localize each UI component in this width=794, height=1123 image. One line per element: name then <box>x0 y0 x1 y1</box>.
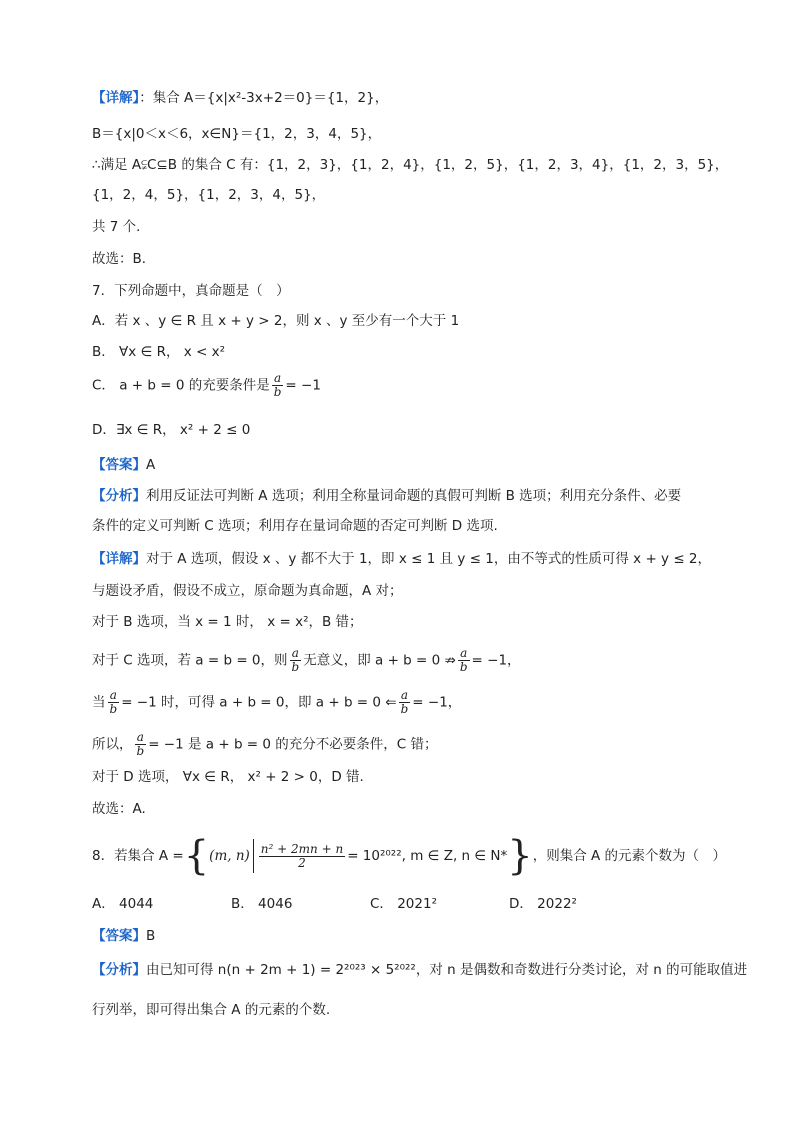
answer-7-line <box>92 455 155 475</box>
q8-fraction <box>259 843 345 870</box>
fraction-numerator: a <box>274 371 282 385</box>
q7-option-c <box>92 372 321 399</box>
fraction-a-over-b <box>135 731 147 758</box>
fraction-numerator: a <box>460 646 468 660</box>
answer-value: B <box>146 928 156 944</box>
c1-post: = −1， <box>471 652 521 669</box>
detail-7-line-2: 与题设矛盾，假设不成立，原命题为真命题，A 对； <box>92 583 403 599</box>
fraction-denominator: 2 <box>259 856 345 870</box>
left-brace-icon: { <box>183 833 210 879</box>
detail-line-1 <box>92 88 388 108</box>
q8-option-c: C． 2021² <box>370 896 437 912</box>
detail-line-3: ∴满足 A⫋C⊆B 的集合 C 有：{1，2，3}，{1，2，4}，{1，2，5}，{1，2，3，4}，{1，2，3，5}， <box>92 157 729 173</box>
fraction-denominator: b <box>136 744 145 758</box>
fraction-numerator: a <box>136 730 144 744</box>
question-8-title <box>92 834 726 878</box>
q7-option-a: A．若 x 、y ∈ R 且 x + y > 2，则 x 、y 至少有一个大于 1 <box>92 313 460 329</box>
fraction-denominator: b <box>400 702 409 716</box>
fraction-a-over-b <box>399 689 411 716</box>
answer-tag: 【答案】 <box>92 457 146 473</box>
analysis-tag: 【分析】 <box>92 488 146 504</box>
q8-set-left: (m, n) <box>209 848 250 864</box>
c3-post: = −1 是 a + b = 0 的充分不必要条件，C 错； <box>148 736 438 753</box>
answer-8-line <box>92 926 155 946</box>
analysis-8-line-1 <box>92 960 747 980</box>
choose-line: 故选：B． <box>92 251 156 267</box>
answer-value: A <box>146 457 156 473</box>
fraction-numerator: a <box>109 688 117 702</box>
set-bar <box>253 839 254 873</box>
q8-option-b: B． 4046 <box>231 896 293 912</box>
q8-option-d: D． 2022² <box>509 896 577 912</box>
q8-options <box>92 894 577 914</box>
fraction-a-over-b <box>108 689 120 716</box>
detail-7-line-1 <box>92 549 711 569</box>
q7-c-fraction <box>272 372 284 399</box>
detail-7-line-c2 <box>92 689 461 716</box>
fraction-a-over-b <box>458 647 470 674</box>
fraction-denominator: b <box>273 385 282 399</box>
choose-7-line: 故选：A. <box>92 801 146 817</box>
fraction-numerator: a <box>291 646 299 660</box>
detail-tag: 【详解】 <box>92 551 146 567</box>
fraction-denominator: b <box>459 660 468 674</box>
detail-7-line-c1 <box>92 647 521 674</box>
q8-set-right: = 10²⁰²², m ∈ Z, n ∈ N* <box>347 848 508 864</box>
detail-7-line-c3 <box>92 731 438 758</box>
detail-line-5: 共 7 个． <box>92 219 150 235</box>
fraction-a-over-b <box>290 647 302 674</box>
fraction-denominator: b <box>291 660 300 674</box>
detail-tag: 【详解】 <box>92 90 140 106</box>
q7-c-post: = −1 <box>285 377 321 394</box>
analysis-8-line-2: 行列举，即可得出集合 A 的元素的个数. <box>92 1002 331 1018</box>
analysis-7-line-1 <box>92 486 681 506</box>
q8-pre: 8．若集合 A = <box>92 848 184 864</box>
analysis-text: 由已知可得 n(n + 2m + 1) = 2²⁰²³ × 5²⁰²²，对 n 是偶数和奇数进行分类讨论，对 n 的可能取值进 <box>146 962 748 978</box>
q7-option-b: B． ∀x ∈ R， x < x² <box>92 344 226 360</box>
detail-line-2: B＝{x|0＜x＜6，x∈N}＝{1，2，3，4，5}， <box>92 126 382 142</box>
fraction-numerator: a <box>400 688 409 702</box>
detail-7-line-d: 对于 D 选项， ∀x ∈ R， x² + 2 > 0，D 错. <box>92 769 364 785</box>
q7-option-d: D．∃x ∈ R， x² + 2 ≤ 0 <box>92 422 251 438</box>
c3-pre: 所以， <box>92 736 133 753</box>
c2-mid: = −1 时，可得 a + b = 0，即 a + b = 0 ⇐ <box>121 694 397 711</box>
fraction-denominator: b <box>109 702 118 716</box>
c2-pre: 当 <box>92 694 106 711</box>
c1-mid: 无意义，即 a + b = 0 ⇏ <box>303 652 456 669</box>
detail-text: ：集合 A＝{x|x²-3x+2＝0}＝{1，2}， <box>139 90 389 106</box>
q8-post: ，则集合 A 的元素个数为（ ） <box>532 848 727 864</box>
c1-pre: 对于 C 选项，若 a = b = 0，则 <box>92 652 288 669</box>
question-7-title: 7．下列命题中，真命题是（ ） <box>92 283 290 299</box>
fraction-numerator: n² + 2mn + n <box>260 841 344 856</box>
detail-text: 对于 A 选项，假设 x 、y 都不大于 1，即 x ≤ 1 且 y ≤ 1，由不等式的性质可得 x + y ≤ 2， <box>146 551 712 567</box>
analysis-7-line-2: 条件的定义可判断 C 选项；利用存在量词命题的否定可判断 D 选项. <box>92 518 498 534</box>
detail-7-line-3: 对于 B 选项，当 x = 1 时， x = x²，B 错； <box>92 614 363 630</box>
analysis-text: 利用反证法可判断 A 选项；利用全称量词命题的真假可判断 B 选项；利用充分条件、必要 <box>146 488 682 504</box>
detail-line-4: {1，2，4，5}，{1，2，3，4，5}， <box>92 187 326 203</box>
c2-post: = −1， <box>412 694 462 711</box>
right-brace-icon: } <box>507 833 533 879</box>
answer-tag: 【答案】 <box>92 928 146 944</box>
analysis-tag: 【分析】 <box>92 962 146 978</box>
q8-option-a: A． 4044 <box>92 896 154 912</box>
q7-c-pre: C． a + b = 0 的充要条件是 <box>92 377 270 394</box>
